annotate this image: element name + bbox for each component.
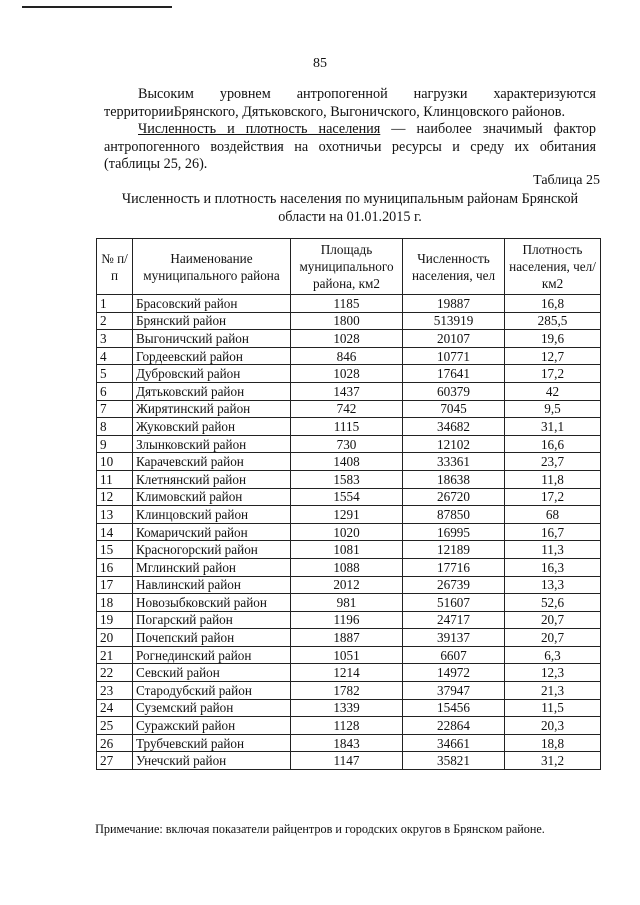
cell-population: 6607: [403, 646, 505, 664]
cell-district: Брянский район: [133, 312, 291, 330]
cell-district: Унечский район: [133, 752, 291, 770]
cell-district: Клинцовский район: [133, 506, 291, 524]
cell-density: 16,8: [505, 295, 601, 313]
cell-population: 14972: [403, 664, 505, 682]
cell-district: Навлинский район: [133, 576, 291, 594]
cell-area: 1028: [291, 365, 403, 383]
cell-district: Злынковский район: [133, 435, 291, 453]
cell-density: 20,7: [505, 611, 601, 629]
cell-number: 10: [97, 453, 133, 471]
table-row: [97, 734, 601, 752]
cell-number: 26: [97, 734, 133, 752]
cell-area: 1088: [291, 558, 403, 576]
cell-number: 18: [97, 594, 133, 612]
cell-density: 20,3: [505, 717, 601, 735]
cell-density: 12,7: [505, 347, 601, 365]
cell-density: 11,3: [505, 541, 601, 559]
table-row: [97, 347, 601, 365]
cell-district: Мглинский район: [133, 558, 291, 576]
cell-area: 2012: [291, 576, 403, 594]
cell-number: 22: [97, 664, 133, 682]
cell-number: 11: [97, 470, 133, 488]
cell-population: 15456: [403, 699, 505, 717]
cell-district: Брасовский район: [133, 295, 291, 313]
cell-population: 19887: [403, 295, 505, 313]
cell-district: Дятьковский район: [133, 382, 291, 400]
paragraph-anthropogenic-load: [104, 86, 596, 121]
cell-area: 846: [291, 347, 403, 365]
table-row: [97, 488, 601, 506]
header-district: Наименование муниципального района: [133, 239, 291, 295]
cell-density: 18,8: [505, 734, 601, 752]
cell-population: 33361: [403, 453, 505, 471]
cell-district: Почепский район: [133, 629, 291, 647]
top-rule: [22, 6, 172, 8]
cell-number: 5: [97, 365, 133, 383]
table-row: [97, 295, 601, 313]
header-area: Площадь муниципального района, км2: [291, 239, 403, 295]
table-row: [97, 594, 601, 612]
cell-population: 24717: [403, 611, 505, 629]
cell-area: 1214: [291, 664, 403, 682]
cell-number: 19: [97, 611, 133, 629]
paragraph-text: — наиболее значимый фактор антропогенного воздействия на охотничьи ресурсы и среду их обитания (таблицы 25, 26).: [104, 121, 596, 172]
cell-density: 16,6: [505, 435, 601, 453]
cell-density: 13,3: [505, 576, 601, 594]
cell-population: 12102: [403, 435, 505, 453]
table-row: [97, 576, 601, 594]
cell-number: 12: [97, 488, 133, 506]
cell-district: Суземский район: [133, 699, 291, 717]
table-row: [97, 400, 601, 418]
table-row: [97, 541, 601, 559]
cell-number: 9: [97, 435, 133, 453]
cell-density: 9,5: [505, 400, 601, 418]
cell-number: 8: [97, 418, 133, 436]
cell-population: 17716: [403, 558, 505, 576]
cell-district: Рогнединский район: [133, 646, 291, 664]
cell-density: 16,3: [505, 558, 601, 576]
cell-district: Гордеевский район: [133, 347, 291, 365]
table-header-row: [97, 239, 601, 295]
table-caption: Численность и плотность населения по муниципальным районам Брянской области на 01.01.2015 г.: [121, 191, 579, 225]
cell-density: 12,3: [505, 664, 601, 682]
cell-number: 17: [97, 576, 133, 594]
cell-area: 1147: [291, 752, 403, 770]
table-row: [97, 752, 601, 770]
cell-number: 1: [97, 295, 133, 313]
word: Высоким: [138, 86, 194, 102]
cell-area: 730: [291, 435, 403, 453]
cell-number: 20: [97, 629, 133, 647]
table-row: [97, 699, 601, 717]
cell-population: 18638: [403, 470, 505, 488]
table-row: [97, 382, 601, 400]
cell-area: 1081: [291, 541, 403, 559]
cell-district: Выгоничский район: [133, 330, 291, 348]
cell-number: 21: [97, 646, 133, 664]
table-note: Примечание: включая показатели райцентров и городских округов в Брянском районе.: [95, 822, 545, 836]
cell-population: 37947: [403, 682, 505, 700]
cell-population: 17641: [403, 365, 505, 383]
cell-district: Трубчевский район: [133, 734, 291, 752]
word: характеризуются: [493, 86, 596, 102]
cell-area: 1339: [291, 699, 403, 717]
cell-number: 23: [97, 682, 133, 700]
cell-density: 42: [505, 382, 601, 400]
cell-density: 11,5: [505, 699, 601, 717]
cell-density: 17,2: [505, 365, 601, 383]
cell-density: 31,1: [505, 418, 601, 436]
paragraph-population: [104, 121, 596, 174]
cell-area: 1800: [291, 312, 403, 330]
table-row: [97, 717, 601, 735]
paragraph-line-1: [104, 86, 596, 104]
cell-population: 34682: [403, 418, 505, 436]
cell-area: 1782: [291, 682, 403, 700]
cell-district: Севский район: [133, 664, 291, 682]
cell-district: Карачевский район: [133, 453, 291, 471]
cell-density: 17,2: [505, 488, 601, 506]
cell-density: 16,7: [505, 523, 601, 541]
cell-area: 981: [291, 594, 403, 612]
cell-district: Суражский район: [133, 717, 291, 735]
cell-density: 285,5: [505, 312, 601, 330]
table-row: [97, 523, 601, 541]
word: нагрузки: [413, 86, 468, 102]
cell-area: 1028: [291, 330, 403, 348]
cell-density: 20,7: [505, 629, 601, 647]
table-row: [97, 664, 601, 682]
cell-district: Жуковский район: [133, 418, 291, 436]
table-row: [97, 330, 601, 348]
cell-district: Новозыбковский район: [133, 594, 291, 612]
cell-density: 23,7: [505, 453, 601, 471]
cell-number: 4: [97, 347, 133, 365]
table-row: [97, 435, 601, 453]
header-population: Численность населения, чел: [403, 239, 505, 295]
header-density: Плотность населения, чел/ км2: [505, 239, 601, 295]
cell-number: 2: [97, 312, 133, 330]
page-number: 85: [313, 56, 327, 71]
table-row: [97, 453, 601, 471]
cell-population: 10771: [403, 347, 505, 365]
cell-district: Комаричский район: [133, 523, 291, 541]
cell-number: 7: [97, 400, 133, 418]
cell-density: 11,8: [505, 470, 601, 488]
cell-area: 1185: [291, 295, 403, 313]
table-number: Таблица 25: [533, 173, 600, 188]
cell-area: 1583: [291, 470, 403, 488]
cell-population: 16995: [403, 523, 505, 541]
cell-number: 24: [97, 699, 133, 717]
paragraph-line-2: территорииБрянского, Дятьковского, Выгоничского, Клинцовского районов.: [104, 103, 566, 120]
population-table: [96, 238, 601, 770]
cell-district: Красногорский район: [133, 541, 291, 559]
cell-area: 1051: [291, 646, 403, 664]
cell-number: 6: [97, 382, 133, 400]
cell-district: Стародубский район: [133, 682, 291, 700]
cell-area: 1020: [291, 523, 403, 541]
table-row: [97, 611, 601, 629]
cell-area: 1887: [291, 629, 403, 647]
word: антропогенной: [296, 86, 388, 102]
cell-population: 513919: [403, 312, 505, 330]
cell-density: 68: [505, 506, 601, 524]
table-body: [97, 295, 601, 770]
cell-population: 87850: [403, 506, 505, 524]
table-row: [97, 470, 601, 488]
cell-population: 12189: [403, 541, 505, 559]
table-row: [97, 682, 601, 700]
cell-district: Климовский район: [133, 488, 291, 506]
table-row: [97, 365, 601, 383]
cell-density: 6,3: [505, 646, 601, 664]
cell-area: 1843: [291, 734, 403, 752]
cell-population: 60379: [403, 382, 505, 400]
cell-district: Дубровский район: [133, 365, 291, 383]
cell-density: 21,3: [505, 682, 601, 700]
cell-area: 1115: [291, 418, 403, 436]
cell-density: 19,6: [505, 330, 601, 348]
cell-population: 20107: [403, 330, 505, 348]
cell-number: 15: [97, 541, 133, 559]
cell-population: 26720: [403, 488, 505, 506]
table-row: [97, 646, 601, 664]
cell-area: 742: [291, 400, 403, 418]
cell-density: 52,6: [505, 594, 601, 612]
cell-number: 16: [97, 558, 133, 576]
cell-density: 31,2: [505, 752, 601, 770]
cell-area: 1554: [291, 488, 403, 506]
cell-district: Клетнянский район: [133, 470, 291, 488]
table-row: [97, 418, 601, 436]
cell-population: 22864: [403, 717, 505, 735]
table-row: [97, 629, 601, 647]
table-row: [97, 312, 601, 330]
cell-population: 34661: [403, 734, 505, 752]
cell-area: 1437: [291, 382, 403, 400]
cell-number: 27: [97, 752, 133, 770]
cell-area: 1196: [291, 611, 403, 629]
cell-number: 25: [97, 717, 133, 735]
cell-population: 39137: [403, 629, 505, 647]
cell-population: 26739: [403, 576, 505, 594]
underlined-phrase: Численность и плотность населения: [138, 121, 381, 137]
cell-area: 1408: [291, 453, 403, 471]
cell-number: 3: [97, 330, 133, 348]
cell-district: Погарский район: [133, 611, 291, 629]
cell-district: Жирятинский район: [133, 400, 291, 418]
table-row: [97, 558, 601, 576]
header-number: № п/п: [97, 239, 133, 295]
cell-area: 1128: [291, 717, 403, 735]
table-row: [97, 506, 601, 524]
cell-area: 1291: [291, 506, 403, 524]
cell-number: 13: [97, 506, 133, 524]
word: уровнем: [219, 86, 271, 102]
cell-population: 7045: [403, 400, 505, 418]
cell-population: 51607: [403, 594, 505, 612]
cell-population: 35821: [403, 752, 505, 770]
cell-number: 14: [97, 523, 133, 541]
